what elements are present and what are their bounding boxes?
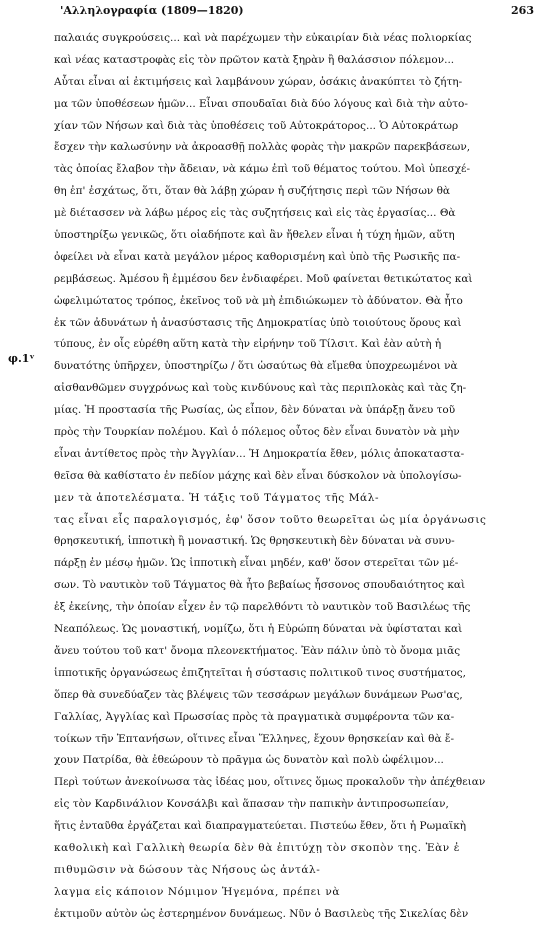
text-line: ὠφελιμώτατος τρόπος, ἐκεῖνος τοῦ νὰ μὴ ἐπιδιώκωμεν τὸ ἀδύνατον. Θὰ ἦτο (54, 294, 463, 307)
text-line: σων. Τὸ ναυτικὸν τοῦ Τάγματος θὰ ἦτο βεβαίως ἧσσονος σπουδαιότητος καὶ (54, 579, 466, 592)
text-line: ὑποστηρίξω γενικῶς, ὅτι οἱαδήποτε καὶ ἂν ἤθελεν εἶναι ἡ τύχη ἡμῶν, αὕτη (54, 229, 455, 242)
text-line: χουν Πατρίδα, θὰ ἐθεώρουν τὸ πρᾶγμα ὡς δυνατὸν καὶ πολὺ ὠφέλιμον... (54, 754, 444, 767)
text-line: καὶ νέας καταστροφὰς εἰς τὸν πρῶτον κατὰ ξηρὰν ἢ θαλάσσιον πόλεμον... (54, 53, 455, 66)
text-line: αἰσθανθῶμεν συγχρόνως καὶ τοὺς κινδύνους καὶ τὰς περιπλοκὰς καὶ τὰς ζη- (54, 382, 467, 395)
text-line: ὀφείλει νὰ εἶναι κατὰ μεγάλον μέρος καθορισμένη καὶ ὑπὸ τῆς Ρωσικῆς πα- (54, 250, 461, 263)
text-line: εἶναι ἀντίθετος πρὸς τὴν Ἀγγλίαν... Ἡ Δημοκρατία ἔθεν, μόλις ἀποκαταστα- (54, 447, 465, 460)
text-line: τύπους, ἐν οἷς εὑρέθη αὕτη κατὰ τὴν εἰρήνην τοῦ Τίλσιτ. Καὶ ἐὰν αὐτὴ ἡ (54, 338, 442, 351)
text-line: χίαν τῶν Νήσων καὶ διὰ τὰς ὑποθέσεις τοῦ Αὐτοκράτορος... Ὁ Αὐτοκράτωρ (54, 119, 459, 132)
text-line: ρεμβάσεως. Ἀμέσου ἢ ἐμμέσου δεν ἐνδιαφέρει. Μοῦ φαίνεται θετικώτατος καὶ (54, 272, 473, 285)
body-text (54, 28, 514, 926)
text-line: μίας. Ἡ προστασία τῆς Ρωσίας, ὡς εἶπον, δὲν δύναται νὰ ὑπάρξῃ ἄνευ τοῦ (54, 404, 456, 417)
text-line: εἰς τὸν Καρδινάλιον Κονσάλβι καὶ ἅπασαν τὴν παπικὴν ἀντιπροσωπείαν, (54, 798, 449, 811)
text-line: ἄνευ τούτου τοῦ κατ' ὄνομα πλεονεκτήματος. Ἐὰν πάλιν ὑπὸ τὸ ὄνομα μιᾶς (54, 644, 461, 657)
text-line: πάρξῃ ἐν μέσῳ ἡμῶν. Ὡς ἱπποτικὴ εἶναι μηδέν, καθ' ὅσον στερεῖται τῶν μέ- (54, 557, 459, 570)
text-line: πρὸς τὴν Τουρκίαν πολέμου. Καὶ ὁ πόλεμος οὗτος δὲν εἶναι δυνατὸν νὰ μὴν (54, 426, 460, 439)
folio-margin-note: φ.1ᵛ (8, 352, 35, 365)
text-line: Γαλλίας, Ἀγγλίας καὶ Πρωσσίας πρὸς τὰ πραγματικὰ συμφέροντα τῶν κα- (54, 710, 455, 723)
text-line: θρησκευτική, ἱπποτικὴ ἢ μοναστική. Ὡς θρησκευτικὴ δὲν δύναται νὰ συνυ- (54, 535, 455, 548)
text-line: ὅπερ θὰ συνεδύαζεν τὰς βλέψεις τῶν τεσσάρων μεγάλων δυνάμεων Ρωσ'ας, (54, 688, 463, 701)
text-line: ἥτις ἐνταῦθα ἐργάζεται καὶ διαπραγματεύεται. Πιστεύω ἔθεν, ὅτι ἡ Ρωμαϊκὴ (54, 820, 467, 833)
text-line: τας εἶναι εἷς παραλογισμός, ἐφ' ὅσον τοῦτο θεωρεῖται ὡς μία ὀργάνωσις (54, 513, 487, 526)
text-line: παλαιάς συγκρούσεις... καὶ νὰ παρέχωμεν τὴν εὐκαιρίαν διὰ νέας πολιορκίας (54, 32, 472, 44)
text-line: θεῖσα θὰ καθίστατο ἐν πεδίον μάχης καὶ δὲν εἶναι δύσκολον νὰ ὑπολογίσω- (54, 469, 462, 482)
page-header (60, 4, 534, 20)
text-line: μα τῶν ὑποθέσεων ἡμῶν... Εἶναι σπουδαῖαι διὰ δύο λόγους καὶ διὰ τὴν αὐτο- (54, 97, 468, 110)
running-title: 'Αλληλογραφία (1809—1820) (60, 4, 244, 17)
text-line: ἐκτιμοῦν αὐτὸν ὡς ἐστερημένον δυνάμεως. Νῦν ὁ Βασιλεὺς τῆς Σικελίας δὲν (54, 907, 469, 920)
text-line: ἐκ τῶν ἀδυνάτων ἡ ἀνασύστασις τῆς Δημοκρατίας ὑπὸ τοιούτους ὅρους καὶ (54, 316, 462, 329)
text-line: Αὗται εἶναι αἱ ἐκτιμήσεις καὶ λαμβάνουν χώραν, ὁσάκις ἀνακύπτει τὸ ζήτη- (54, 75, 463, 88)
text-line: μεν τὰ ἀποτελέσματα. Ἡ τάξις τοῦ Τάγματος τῆς Μάλ- (54, 491, 380, 504)
text-line: λαγμα εἰς κάποιον Νόμιμον Ἡγεμόνα, πρέπει νὰ (54, 885, 341, 898)
text-line: θη ἐπ' ἐσχάτως, ὅτι, ὅταν θὰ λάβῃ χώραν ἡ συζήτησις περὶ τῶν Νήσων θὰ (54, 185, 451, 198)
text-line: ἐξ ἐκείνης, τὴν ὁποίαν εἶχεν ἐν τῷ παρελθόντι τὸ ναυτικὸν τοῦ Βασιλέως τῆς (54, 601, 471, 614)
text-line: δυνατότης ὑπῆρχεν, ὑποστηρίζω / ὅτι ὡσαύτως θὰ εἴμεθα ὑποχρεωμένοι νὰ (54, 360, 458, 373)
text-line: ἱπποτικῆς ὀργανώσεως ἐπιζητεῖται ἡ σύστασις πολιτικοῦ τινος συστήματος, (54, 666, 466, 679)
text-line: Νεαπόλεως. Ὡς μοναστική, νομίζω, ὅτι ἡ Εὐρώπη δύναται νὰ ὑφίσταται καὶ (54, 623, 463, 636)
text-line: μὲ διέτασσεν νὰ λάβω μέρος εἰς τὰς συζητήσεις καὶ εἰς τὰς ἐργασίας... Θὰ (54, 207, 456, 220)
text-line: καθολικὴ καὶ Γαλλικὴ θεωρία δὲν θὰ ἐπιτύχῃ τὸν σκοπὸν της. Ἐὰν ἐ (54, 841, 460, 854)
text-line: τὰς ὁποίας ἔλαβον τὴν ἄδειαν, νὰ κάμω ἐπὶ τοῦ θέματος τούτου. Μοὶ ὑπεσχέ- (54, 163, 471, 176)
text-line: πιθυμῶσιν νὰ δώσουν τὰς Νήσους ὡς ἀντάλ- (54, 863, 321, 876)
text-line: ἔσχεν τὴν καλωσύνην νὰ ἀκροασθῇ πολλὰς φορὰς τὴν μακρῶν παρεκβάσεων, (54, 141, 471, 154)
page-number: 263 (511, 4, 534, 17)
text-line: τοίκων τῆν Ἑπτανήσων, οἵτινες εἶναι Ἕλληνες, ἔχουν θρησκείαν καὶ θὰ ἔ- (54, 732, 455, 745)
text-line: Περὶ τούτων ἀνεκοίνωσα τὰς ἰδέας μου, οἵτινες ὅμως προκαλοῦν τὴν ἀπέχθειαν (54, 776, 486, 789)
